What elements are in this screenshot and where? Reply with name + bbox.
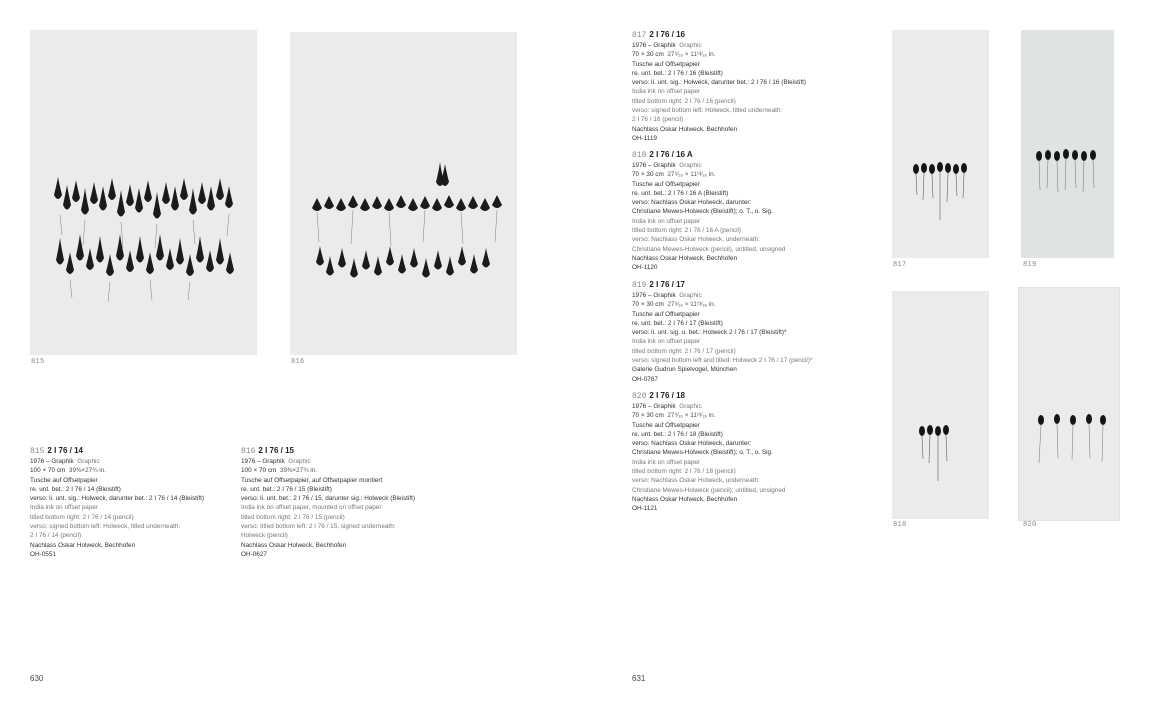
entry-number: 820	[632, 392, 647, 401]
entry-line-en: 2 I 76 / 16 (pencil)	[632, 116, 684, 124]
entry-dims: 70 × 30 cm	[632, 412, 664, 420]
artwork-816	[290, 32, 517, 355]
ink-drawing-816	[290, 32, 517, 355]
entry-line-en: titled bottom right: 2 I 76 / 16 A (pencil)	[632, 227, 742, 235]
entry-line-en: verso: signed bottom left: Holweck, titled underneath:	[632, 107, 783, 115]
entry-year: 1976 – Graphik	[632, 403, 676, 410]
entry-line: re. unt. bet.: 2 I 76 / 16 (Bleistift)	[632, 69, 723, 77]
entry-line-en: India ink on offset paper	[632, 338, 701, 346]
entry-line-en: Holweck (pencil)	[241, 532, 288, 540]
entry-dims: 70 × 30 cm	[632, 51, 664, 59]
entry-line-en: verso: Nachlass Oskar Holweck, underneath:	[632, 236, 760, 244]
artwork-818	[892, 291, 989, 519]
figure-number: 816	[291, 358, 305, 366]
entry-line-en: Christiane Mewes-Holweck (pencil); untitled, unsigned	[632, 486, 786, 494]
entry-line-en: titled bottom right: 2 I 76 / 16 (pencil)	[632, 97, 736, 105]
entry-dims: 100 × 70 cm	[30, 467, 66, 475]
entry-year-en: Graphic	[679, 42, 702, 49]
artwork-820	[1019, 288, 1119, 520]
artwork-817	[892, 30, 989, 258]
entry-line: Tusche auf Offsetpapier, auf Offsetpapier montiert	[241, 476, 383, 484]
entry-code: 2 I 76 / 16	[649, 30, 685, 39]
entry-line-en: verso: Nachlass Oskar Holweck, underneath:	[632, 477, 760, 485]
figure-number: 820	[1023, 521, 1037, 529]
entry-line-en: titled bottom right: 2 I 76 / 15 (pencil)	[241, 513, 345, 521]
entry-line-en: India ink on offset paper, mounted on offset paper	[241, 504, 382, 512]
catalogue-entry-815	[30, 446, 240, 559]
entry-provenance: Nachlass Oskar Holweck, Bechhofen	[30, 541, 136, 549]
entry-code: 2 I 76 / 17	[649, 280, 685, 289]
entry-code: 2 I 76 / 18	[649, 391, 685, 400]
entry-line-en: Christiane Mewes-Holweck (pencil), untitled, unsigned	[632, 245, 786, 253]
catalogue-entry-820	[632, 391, 842, 514]
entry-number: 817	[632, 31, 647, 40]
entry-line: verso: li. unt. sig.: Holweck, darunter bet.: 2 I 76 / 16 (Bleistift)	[632, 79, 807, 87]
catalogue-entry-818	[632, 150, 842, 273]
entry-inventory: OH-1119	[632, 134, 657, 142]
page-number-right: 631	[632, 674, 646, 683]
page-number-left: 630	[30, 674, 44, 683]
entry-number: 815	[30, 447, 45, 456]
entry-line: re. unt. bet.: 2 I 76 / 15 (Bleistift)	[241, 485, 332, 493]
entry-line: Tusche auf Offsetpapier	[632, 310, 700, 318]
entry-year-en: Graphic	[679, 162, 702, 169]
entry-line-en: India ink on offset paper	[632, 458, 701, 466]
entry-line-en: India ink on offset paper	[632, 88, 701, 96]
entry-year: 1976 – Graphik	[632, 162, 676, 169]
entry-line: re. unt. bet.: 2 I 76 / 14 (Bleistift)	[30, 485, 121, 493]
entry-dims-in: 27⁹⁄₁₆ × 11¹³⁄₁₆ in.	[667, 171, 716, 179]
entry-dims-in: 39⅜×27¾ in.	[68, 467, 107, 475]
entry-line: Christiane Mewes-Holweck (Bleistift); o. T., o. Sig.	[632, 208, 773, 216]
entry-line-en: India ink on offset paper	[632, 217, 701, 225]
entry-line-en: titled bottom right: 2 I 76 / 18 (pencil)	[632, 468, 736, 476]
entry-line: Tusche auf Offsetpapier	[632, 421, 700, 429]
entry-dims: 70 × 30 cm	[632, 301, 664, 309]
entry-line: re. unt. bet.: 2 I 76 / 16 A (Bleistift)	[632, 189, 729, 197]
catalogue-entry-819	[632, 280, 842, 384]
entry-year: 1976 – Graphik	[632, 42, 676, 49]
catalogue-entry-817	[632, 30, 842, 143]
entry-line-en: 2 I 76 / 14 (pencil)	[30, 532, 82, 540]
entry-dims-in: 27⁹⁄₁₆ × 11¹³⁄₁₆ in.	[667, 412, 716, 420]
ink-drawing-817	[892, 30, 989, 258]
entry-provenance: Nachlass Oskar Holweck, Bechhofen	[632, 495, 738, 503]
catalogue-entry-816	[241, 446, 451, 559]
figure-number: 817	[893, 261, 907, 269]
entry-line-en: titled bottom right: 2 I 76 / 14 (pencil)	[30, 513, 134, 521]
entry-line: Tusche auf Offsetpapier	[632, 60, 700, 68]
entry-number: 819	[632, 281, 647, 290]
artwork-815	[30, 30, 257, 355]
entry-year-en: Graphic	[679, 292, 702, 299]
entry-inventory: OH-1121	[632, 505, 658, 513]
entry-year-en: Graphic	[77, 458, 100, 465]
entry-inventory: OH-1120	[632, 264, 658, 272]
artwork-819	[1021, 30, 1114, 258]
entry-dims-in: 27⁹⁄₁₆ × 11¹³⁄₁₆ in.	[667, 301, 716, 309]
entry-year: 1976 – Graphik	[632, 292, 676, 299]
entry-provenance: Nachlass Oskar Holweck, Bechhofen	[241, 541, 347, 549]
entry-dims-in: 39⅜×27¾ in.	[279, 467, 318, 475]
figure-number: 818	[893, 521, 907, 529]
entry-year: 1976 – Graphik	[30, 458, 74, 465]
entry-line: verso: Nachlass Oskar Holweck, darunter:	[632, 440, 752, 448]
entry-line: re. unt. bet.: 2 I 76 / 18 (Bleistift)	[632, 430, 723, 438]
entry-number: 818	[632, 151, 647, 160]
entry-year-en: Graphic	[679, 403, 702, 410]
entry-line: verso: li. unt. bet.: 2 I 76 / 15, darunter sig.: Holweck (Bleistift)	[241, 495, 416, 503]
entry-line-en: verso: signed bottom left and titled: Holweck 2 I 76 / 17 (pencil)*	[632, 357, 813, 365]
entry-line-en: titled bottom right: 2 I 76 / 17 (pencil)	[632, 347, 736, 355]
entry-year: 1976 – Graphik	[241, 458, 285, 465]
entry-provenance: Nachlass Oskar Holweck, Bechhofen	[632, 125, 738, 133]
entry-code: 2 I 76 / 15	[258, 446, 294, 455]
ink-drawing-818	[892, 291, 989, 519]
entry-line: Tusche auf Offsetpapier	[30, 476, 98, 484]
entry-provenance: Nachlass Oskar Holweck, Bechhofen	[632, 254, 738, 262]
ink-drawing-815	[30, 30, 257, 355]
entry-dims: 70 × 30 cm	[632, 171, 664, 179]
entry-line-en: verso: signed bottom left: Holweck, titled underneath:	[30, 523, 181, 531]
entry-inventory: OH-0767	[632, 375, 658, 383]
entry-provenance: Galerie Gudrun Spielvogel, München	[632, 366, 737, 374]
entry-line: verso: li. unt. sig. u. bet.: Holweck 2 I 76 / 17 (Bleistift)*	[632, 329, 787, 337]
ink-drawing-819	[1021, 30, 1114, 258]
entry-line: verso: Nachlass Oskar Holweck, darunter:	[632, 199, 752, 207]
entry-line: Tusche auf Offsetpapier	[632, 180, 700, 188]
entry-number: 816	[241, 447, 256, 456]
entry-dims-in: 27⁹⁄₁₆ × 11¹³⁄₁₆ in.	[667, 51, 716, 59]
figure-number: 819	[1023, 261, 1037, 269]
entry-line: Christiane Mewes-Holweck (Bleistift); o. T., o. Sig.	[632, 449, 773, 457]
entry-year-en: Graphic	[288, 458, 311, 465]
entry-line: verso: li. unt. sig.: Holweck, darunter bet.: 2 I 76 / 14 (Bleistift)	[30, 495, 205, 503]
entry-code: 2 I 76 / 14	[47, 446, 83, 455]
entry-dims: 100 × 70 cm	[241, 467, 277, 475]
entry-line-en: verso: titled bottom left: 2 I 76 / 15, signed underneath:	[241, 523, 396, 531]
entry-line-en: India ink on offset paper	[30, 504, 99, 512]
entry-inventory: OH-0551	[30, 550, 56, 558]
entry-code: 2 I 76 / 16 A	[649, 150, 693, 159]
figure-number: 815	[31, 358, 45, 366]
entry-line: re. unt. bet.: 2 I 76 / 17 (Bleistift)	[632, 319, 723, 327]
entry-inventory: OH-0627	[241, 550, 267, 558]
ink-drawing-820	[1019, 288, 1119, 520]
